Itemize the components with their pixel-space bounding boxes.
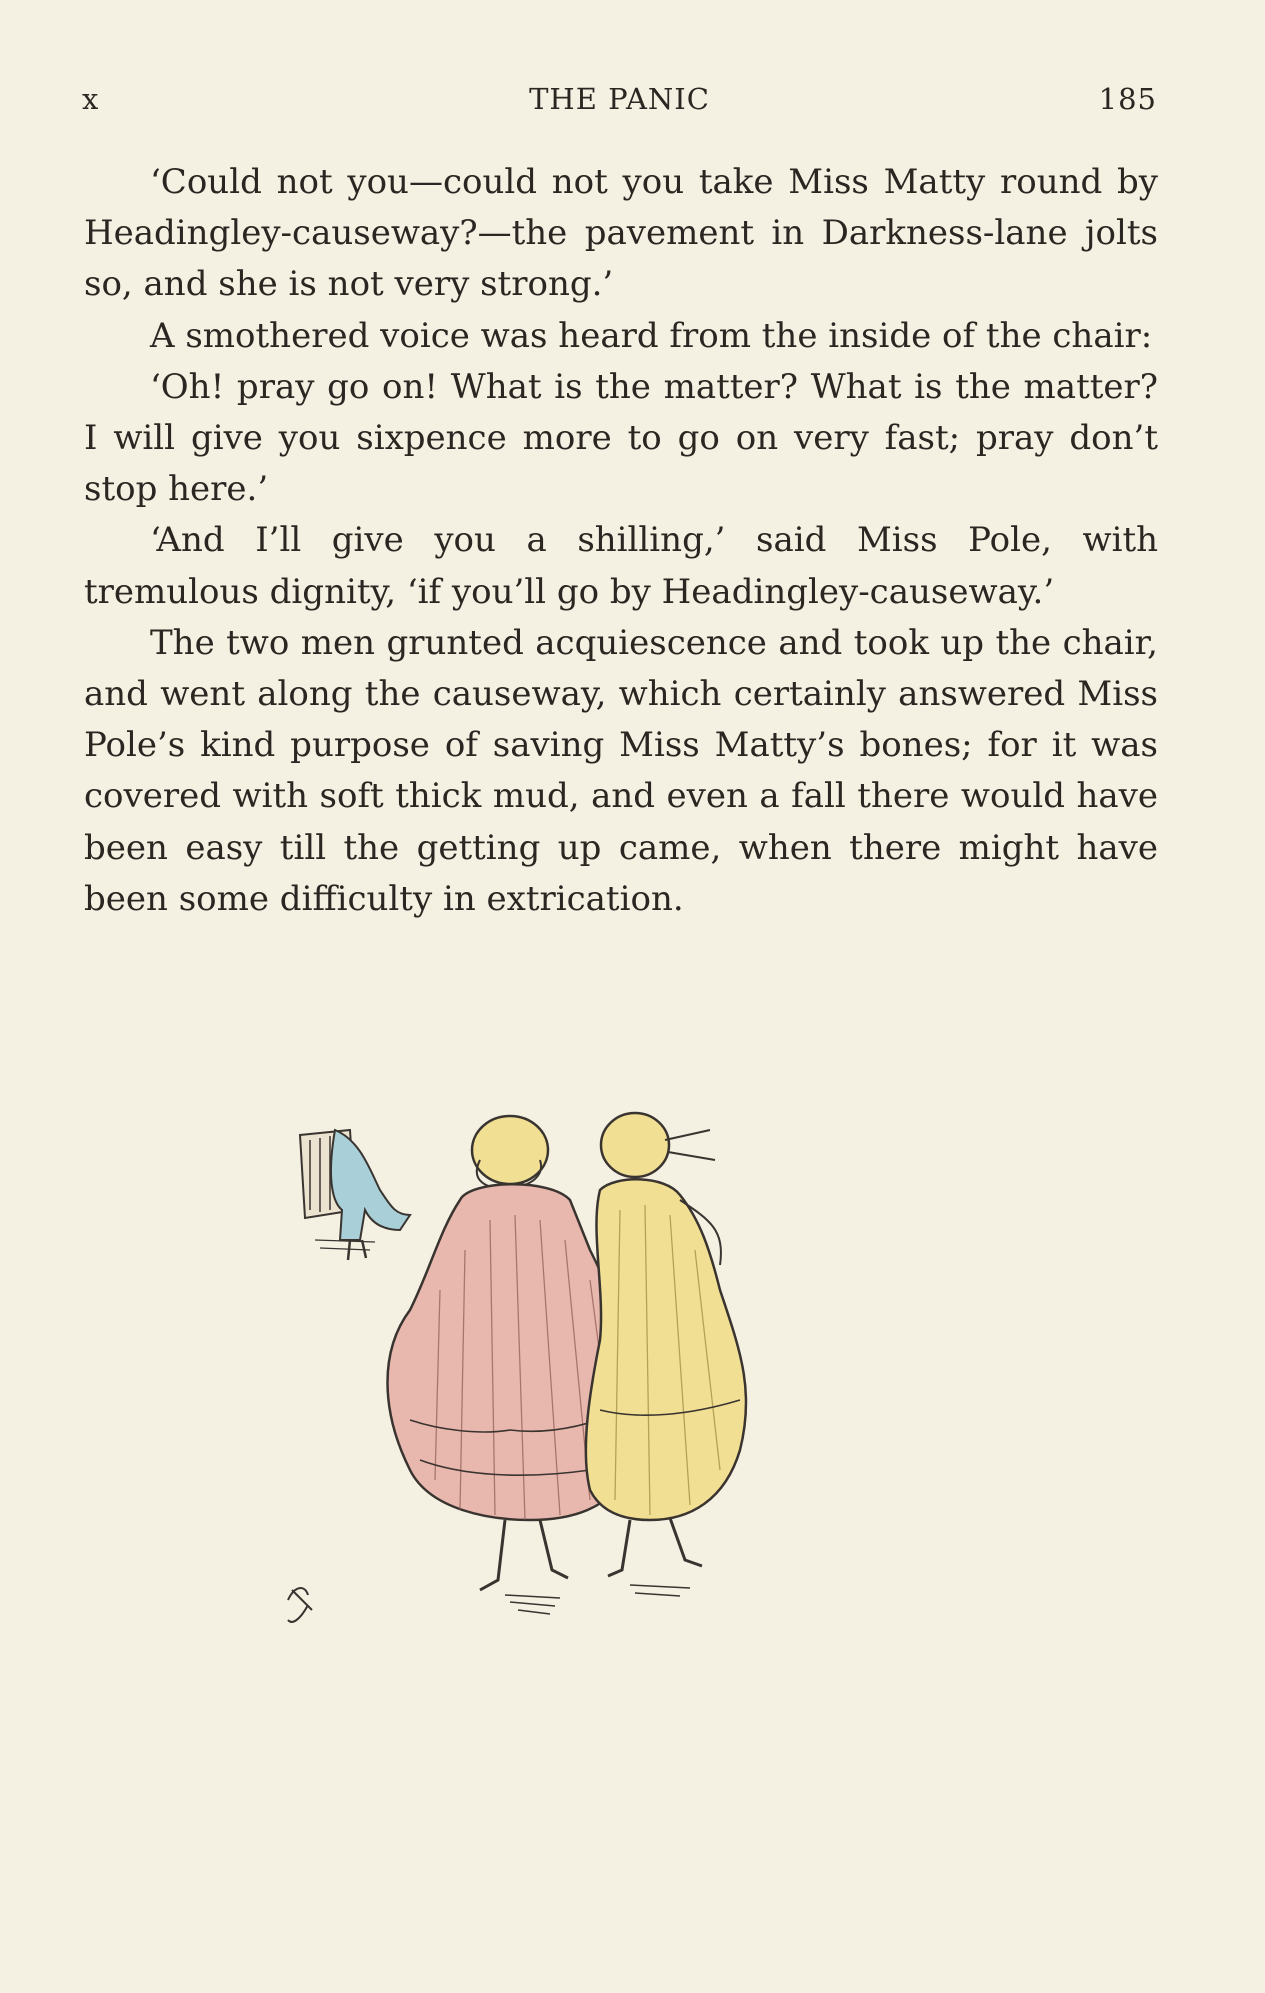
illustration-two-ladies-running xyxy=(270,1090,970,1830)
paragraph: The two men grunted acquiescence and took up the chair, and went along the causeway, which certainly answered Miss Pole’s kind purpose of saving Miss Matty’s bones; for it was covered with soft thick mud, and even a fall there would have been easy till the getting up came, when there might have been some difficulty in extrication. xyxy=(84,622,1158,919)
paragraph: ‘Could not you—could not you take Miss Matty round by Headingley-causeway?—the pavement in Darkness-lane jolts so, and she is not very strong.’ xyxy=(84,162,1158,305)
running-head xyxy=(82,82,1157,122)
chapter-title: THE PANIC xyxy=(529,82,710,116)
paragraph: A smothered voice was heard from the inside of the chair: xyxy=(150,315,1153,356)
yellow-dress-figure xyxy=(586,1113,746,1576)
motion-lines xyxy=(505,1585,690,1614)
blue-coat xyxy=(331,1130,410,1240)
paragraph: ‘And I’ll give you a shilling,’ said Miss Pole, with tremulous dignity, ‘if you’ll go by Headingley-causeway.’ xyxy=(84,520,1158,612)
page-number: 185 xyxy=(1098,82,1157,116)
artist-monogram xyxy=(288,1588,312,1622)
body-text xyxy=(84,157,1158,925)
chapter-number: x xyxy=(82,82,100,116)
sedan-chair-figure xyxy=(300,1130,410,1260)
paragraph: ‘Oh! pray go on! What is the matter? What is the matter? I will give you sixpence more to go on very fast; pray don’t stop here.’ xyxy=(84,366,1158,510)
